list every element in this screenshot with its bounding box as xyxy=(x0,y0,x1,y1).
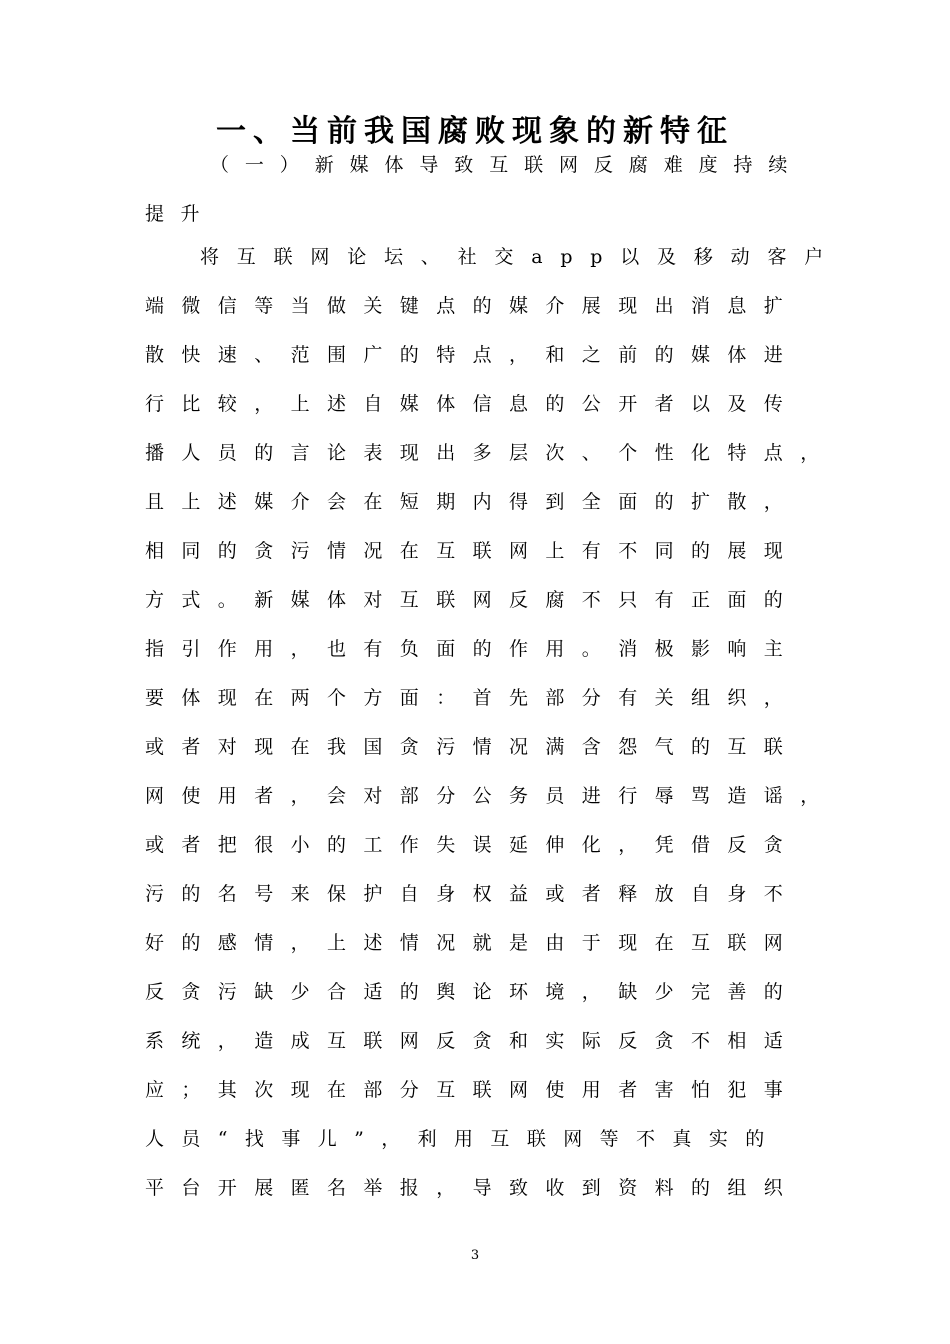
page-number: 3 xyxy=(470,1248,480,1263)
paragraph-line: 相同的贪污情况在互联网上有不同的展现 xyxy=(145,540,801,562)
paragraph-line: 反贪污缺少合适的舆论环境，缺少完善的 xyxy=(145,981,801,1003)
subheading-line-2: 提升 xyxy=(145,203,217,225)
paragraph-line: 人员“找事儿”，利用互联网等不真实的 xyxy=(145,1128,782,1150)
paragraph-line: 或者把很小的工作失误延伸化，凭借反贪 xyxy=(145,834,801,856)
paragraph-line: 要体现在两个方面：首先部分有关组织， xyxy=(145,687,801,709)
paragraph-line: 应；其次现在部分互联网使用者害怕犯事 xyxy=(145,1079,801,1101)
paragraph-line: 方式。新媒体对互联网反腐不只有正面的 xyxy=(145,589,801,611)
paragraph-line: 且上述媒介会在短期内得到全面的扩散， xyxy=(145,491,801,513)
paragraph-line: 或者对现在我国贪污情况满含怨气的互联 xyxy=(145,736,801,758)
paragraph-line: 将互联网论坛、社交app以及移动客户 xyxy=(200,246,842,268)
paragraph-line: 好的感情，上述情况就是由于现在互联网 xyxy=(145,932,801,954)
paragraph-line: 网使用者，会对部分公务员进行辱骂造谣， xyxy=(145,785,837,807)
subheading-line-1: （一）新媒体导致互联网反腐难度持续 xyxy=(210,154,804,176)
page-title: 一、当前我国腐败现象的新特征 xyxy=(216,114,734,149)
paragraph-line: 播人员的言论表现出多层次、个性化特点， xyxy=(145,442,837,464)
paragraph-line: 系统，造成互联网反贪和实际反贪不相适 xyxy=(145,1030,801,1052)
paragraph-line: 散快速、范围广的特点，和之前的媒体进 xyxy=(145,344,801,366)
paragraph-line: 指引作用，也有负面的作用。消极影响主 xyxy=(145,638,801,660)
paragraph-line: 端微信等当做关键点的媒介展现出消息扩 xyxy=(145,295,801,317)
paragraph-line: 行比较，上述自媒体信息的公开者以及传 xyxy=(145,393,801,415)
paragraph-line: 平台开展匿名举报，导致收到资料的组织 xyxy=(145,1177,801,1199)
paragraph-line: 污的名号来保护自身权益或者释放自身不 xyxy=(145,883,801,905)
